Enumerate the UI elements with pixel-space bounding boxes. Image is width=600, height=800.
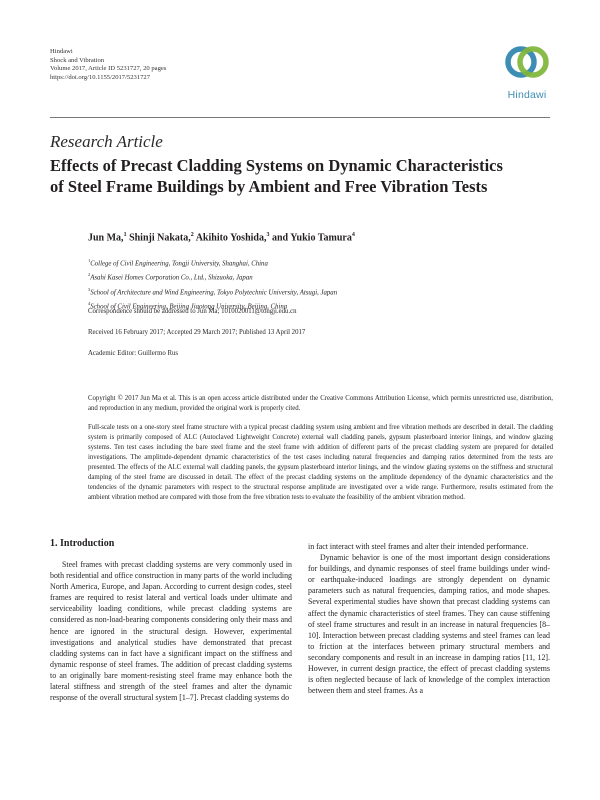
body-column-right (308, 541, 550, 696)
author-name[interactable]: Shinji Nakata, (129, 232, 191, 244)
publisher-name: Hindawi (50, 48, 73, 55)
hindawi-logo-icon (497, 38, 557, 88)
affiliation-item (88, 269, 337, 283)
hindawi-logo (497, 38, 557, 108)
volume-info: Volume 2017, Article ID 5231727, 20 pages (50, 65, 167, 73)
affiliation-mark: 2 (88, 272, 91, 278)
hindawi-wordmark: Hindawi (507, 89, 547, 101)
author-name[interactable]: Jun Ma, (88, 232, 124, 244)
author-affiliation-mark: 4 (351, 232, 355, 238)
author-affiliation-mark: 2 (190, 232, 194, 238)
author-affiliation-mark: 3 (266, 232, 270, 238)
publication-dates: Received 16 February 2017; Accepted 29 March 2017; Published 13 April 2017 (88, 329, 306, 336)
copyright-notice: Copyright © 2017 Jun Ma et al. This is an open access article distributed under the Creative Commons Attribution License, which permits unrestricted use, distribution, and reproduction in any medium, provided the original work is properly cited. (88, 395, 553, 412)
journal-header (50, 48, 166, 82)
affiliation-item (88, 284, 337, 298)
paper-title (50, 155, 570, 197)
author-affiliation-mark: 1 (123, 232, 127, 238)
author-name[interactable]: Akihito Yoshida, (195, 232, 267, 244)
author-list (88, 232, 355, 243)
affiliation-mark: 3 (88, 286, 91, 292)
author-name[interactable]: and Yukio Tamura (271, 232, 352, 244)
body-paragraph: Steel frames with precast cladding systems are very commonly used in both residential and office construction in many parts of the world including North America, Europe, and Japan. According to current design codes, steel frames are required to resist lateral and vertical loads under ultimate and serviceability loading conditions, while precast cladding systems are considered as non-load-bearing components considering only their mass and hence are ignored in the structural design. However, experimental investigations and analytical studies have demonstrated that precast cladding systems can in fact have a significant impact on the stiffness and dynamic response of steel frames. The addition of precast cladding systems to an originally bare moment-resisting steel frame may enhance both the lateral stiffness and strength of the steel frames and alter the dynamic response of the overall structural system [1–7]. Precast cladding systems do (50, 560, 292, 703)
affiliation-item (88, 255, 337, 269)
affiliation-text: School of Architecture and Wind Engineering, Tokyo Polytechnic University, Atsugi, Japan (90, 288, 338, 296)
doi-link[interactable]: https://doi.org/10.1155/2017/5231727 (50, 73, 151, 81)
affiliation-mark: 4 (88, 300, 91, 306)
title-line-1: Effects of Precast Cladding Systems on Dynamic Characteristics (50, 156, 503, 175)
correspondence-line: Correspondence should be addressed to Jun Ma; 1010020011@tongji.edu.cn (88, 308, 297, 315)
header-divider (50, 117, 550, 118)
affiliation-text: School of Civil Engineering, Beijing Jiaotong University, Beijing, China (90, 303, 288, 311)
body-column-left (50, 559, 292, 703)
body-paragraph: in fact interact with steel frames and alter their intended performance. (308, 542, 529, 551)
affiliation-text: Asahi Kasei Homes Corporation Co., Ltd., Shizuoka, Japan (90, 274, 253, 282)
affiliation-text: College of Civil Engineering, Tongji University, Shanghai, China (90, 260, 268, 268)
body-paragraph: Dynamic behavior is one of the most important design considerations for buildings, and dynamic responses of steel frame buildings under wind- or earthquake-induced loadings are strongly dependent on dynamic parameters such as natural frequencies, damping ratios, and mode shapes. Several experimental studies have shown that precast cladding systems can affect the dynamic characteristics of steel frames. They can cause stiffening of steel frame structures and result in an increase in natural frequencies [8–10]. Interaction between precast cladding systems and steel frames can lead to friction at the interfaces between primary structural members and secondary components and result in an increase in damping ratios [11, 12]. However, in current design practice, the effect of precast cladding systems is often neglected because of lack of knowledge of the complex interaction between them and steel frames. As a (308, 553, 550, 696)
abstract-text: Full-scale tests on a one-story steel frame structure with a typical precast cladding system using ambient and free vibration methods are described in detail. The cladding system is primarily composed of ALC (Autoclaved Lightweight Concrete) external wall cladding panels, gypsum plasterboard interior linings, and window glazing systems. Ten test cases including the bare steel frame and the steel frame with addition of different parts of the precast cladding system are prepared for detailed investigations. The amplitude-dependent dynamic characteristics of the test cases including natural frequencies and damping ratios determined from the tests are presented. The effects of the ALC external wall cladding panels, the gypsum plasterboard interior linings, and the window glazing systems on the stiffness and structural damping of the steel frame are discussed in detail. The effect of the precast cladding systems on the amplitude dependency of the dynamic characteristics and the tendencies of the dynamic parameters with respect to the structural response amplitude are investigated over a wide range. Furthermore, results estimated from the ambient vibration method are compared with those from the free vibration tests to evaluate the feasibility of the ambient vibration method. (88, 424, 553, 501)
title-line-2: of Steel Frame Buildings by Ambient and Free Vibration Tests (50, 177, 488, 196)
affiliation-list (88, 255, 337, 312)
journal-name: Shock and Vibration (50, 56, 105, 64)
section-heading-introduction: 1. Introduction (50, 538, 115, 549)
academic-editor: Academic Editor: Guillermo Rus (88, 350, 179, 357)
article-type: Research Article (50, 132, 163, 151)
affiliation-mark: 1 (88, 258, 91, 263)
